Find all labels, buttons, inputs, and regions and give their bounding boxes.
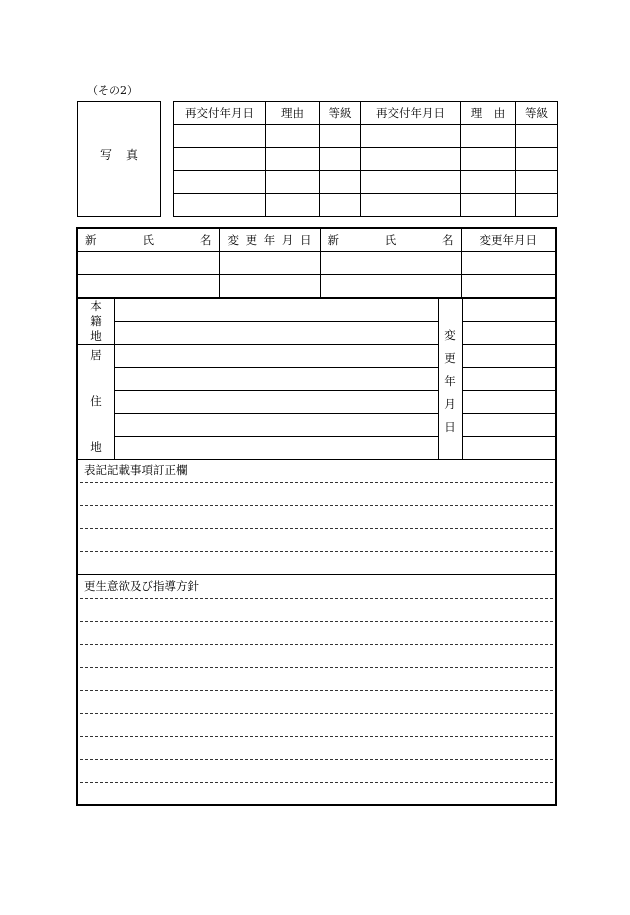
reissue-cell[interactable] — [516, 194, 558, 217]
change-date-char: 更 — [245, 233, 258, 247]
divider — [462, 298, 463, 459]
change-date-vchar: 月 — [444, 397, 456, 411]
rehabilitation-line[interactable] — [80, 667, 553, 668]
residence-row-line — [114, 413, 438, 414]
new-name-char: 氏 — [384, 233, 397, 247]
reason-header-2: 理 由 — [461, 102, 516, 125]
change-date-vchar: 更 — [444, 351, 456, 365]
reissue-row — [174, 194, 558, 217]
reissue-cell[interactable] — [174, 148, 266, 171]
name-change-row — [78, 252, 555, 275]
date-row-line — [462, 344, 555, 345]
date-row-line — [462, 390, 555, 391]
date-row-line — [462, 321, 555, 322]
name-change-table — [78, 229, 555, 298]
reason-header: 理由 — [266, 102, 320, 125]
name-cell[interactable] — [78, 275, 219, 298]
reissue-row — [174, 125, 558, 148]
reissue-row — [174, 171, 558, 194]
change-date-char: 月 — [281, 233, 294, 247]
change-date-header-2: 変更年月日 — [461, 229, 555, 252]
reissue-cell[interactable] — [516, 125, 558, 148]
change-date-vchar: 変 — [444, 328, 456, 342]
rehabilitation-section-title: 更生意欲及び指導方針 — [84, 579, 199, 593]
date-row-line — [462, 367, 555, 368]
new-name-header — [78, 229, 219, 252]
correction-section-title: 表記記載事項訂正欄 — [84, 463, 188, 477]
reissue-cell[interactable] — [266, 148, 320, 171]
grade-header: 等級 — [320, 102, 361, 125]
rehabilitation-line[interactable] — [80, 759, 553, 760]
divider — [78, 459, 555, 460]
date-row-line — [462, 413, 555, 414]
reissue-cell[interactable] — [266, 171, 320, 194]
date-cell[interactable] — [219, 252, 320, 275]
photo-label: 写真 — [99, 148, 152, 162]
residence-row-line — [114, 367, 438, 368]
reissue-cell[interactable] — [361, 171, 461, 194]
name-change-row — [78, 275, 555, 298]
domicile-char: 地 — [90, 329, 102, 343]
reissue-cell[interactable] — [320, 148, 361, 171]
residence-row-line — [114, 436, 438, 437]
reissue-cell[interactable] — [320, 125, 361, 148]
reissue-cell[interactable] — [461, 148, 516, 171]
correction-line[interactable] — [80, 551, 553, 552]
date-cell[interactable] — [461, 275, 555, 298]
residence-label-1: 居 — [90, 348, 102, 362]
domicile-bottom-line — [78, 344, 438, 345]
divider — [78, 298, 555, 299]
reissue-row — [174, 148, 558, 171]
photo-box — [77, 101, 161, 217]
date-row-line — [462, 436, 555, 437]
reissue-cell[interactable] — [266, 194, 320, 217]
reissue-cell[interactable] — [361, 125, 461, 148]
change-date-vchar: 日 — [444, 420, 456, 434]
reissue-cell[interactable] — [174, 125, 266, 148]
correction-line[interactable] — [80, 505, 553, 506]
rehabilitation-line[interactable] — [80, 713, 553, 714]
domicile-label — [78, 299, 114, 344]
change-date-vertical-label — [438, 324, 462, 439]
reissue-cell[interactable] — [461, 194, 516, 217]
residence-label-3: 地 — [90, 440, 102, 454]
reissue-cell[interactable] — [320, 194, 361, 217]
rehabilitation-line[interactable] — [80, 782, 553, 783]
new-name-char: 新 — [85, 233, 97, 247]
new-name-char: 名 — [200, 233, 212, 247]
reissue-table — [173, 101, 558, 217]
new-name-char: 氏 — [142, 233, 154, 247]
grade-header-2: 等級 — [516, 102, 558, 125]
change-date-char: 年 — [263, 233, 276, 247]
new-name-char: 新 — [327, 233, 339, 247]
reissue-date-header-2: 再交付年月日 — [361, 102, 461, 125]
divider — [78, 574, 555, 575]
reissue-cell[interactable] — [361, 194, 461, 217]
reissue-cell[interactable] — [320, 171, 361, 194]
residence-label-2: 住 — [90, 394, 102, 408]
reissue-cell[interactable] — [461, 125, 516, 148]
rehabilitation-line[interactable] — [80, 736, 553, 737]
domicile-char: 籍 — [90, 314, 102, 328]
reissue-cell[interactable] — [174, 171, 266, 194]
name-change-header-row — [78, 229, 555, 252]
change-date-vchar: 年 — [444, 374, 456, 388]
rehabilitation-line[interactable] — [80, 598, 553, 599]
reissue-header-row — [174, 102, 558, 125]
divider — [114, 298, 115, 459]
rehabilitation-line[interactable] — [80, 621, 553, 622]
domicile-row-line — [114, 321, 438, 322]
reissue-cell[interactable] — [361, 148, 461, 171]
new-name-header-2 — [320, 229, 461, 252]
domicile-char: 本 — [90, 299, 102, 313]
change-date-char: 日 — [300, 233, 312, 247]
date-cell[interactable] — [219, 275, 320, 298]
main-form-frame — [76, 227, 557, 806]
change-date-header — [219, 229, 320, 252]
correction-line[interactable] — [80, 528, 553, 529]
change-date-char: 変 — [227, 233, 239, 247]
page-label: （その2） — [87, 84, 138, 97]
correction-line[interactable] — [80, 482, 553, 483]
rehabilitation-line[interactable] — [80, 644, 553, 645]
date-cell[interactable] — [461, 252, 555, 275]
new-name-char: 名 — [442, 233, 454, 247]
reissue-cell[interactable] — [516, 171, 558, 194]
reissue-cell[interactable] — [461, 171, 516, 194]
reissue-cell[interactable] — [516, 148, 558, 171]
reissue-cell[interactable] — [174, 194, 266, 217]
reissue-date-header: 再交付年月日 — [174, 102, 266, 125]
name-cell[interactable] — [78, 252, 219, 275]
residence-row-line — [114, 390, 438, 391]
name-cell[interactable] — [320, 252, 461, 275]
reissue-cell[interactable] — [266, 125, 320, 148]
name-cell[interactable] — [320, 275, 461, 298]
rehabilitation-line[interactable] — [80, 690, 553, 691]
